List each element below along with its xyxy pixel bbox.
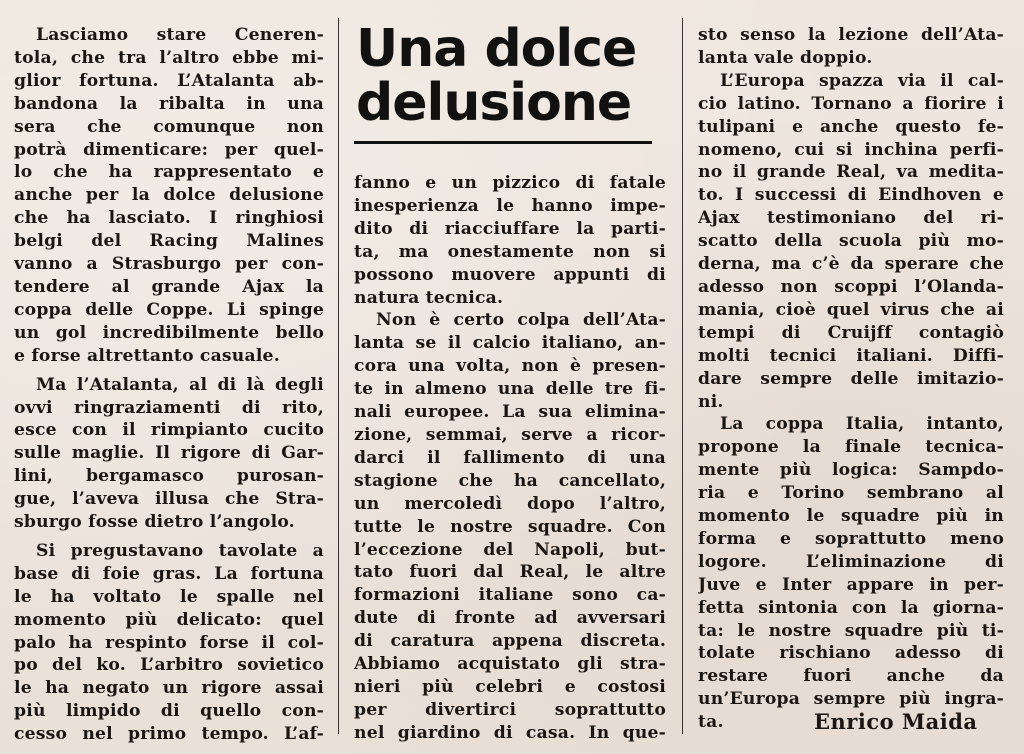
text-line: stagione che ha cancellato,: [354, 470, 666, 491]
text-line: nel giardino di casa. In que-: [354, 722, 666, 743]
text-line: tendere al grande Ajax la: [14, 276, 324, 297]
text-line: lo che ha rappresentato e: [14, 162, 324, 183]
column-divider-2: [682, 18, 683, 734]
text-line: propone la finale tecnica-: [698, 437, 1004, 458]
text-line: Non è certo colpa dell’Ata-: [376, 310, 666, 331]
text-line: Ma l’Atalanta, al di là degli: [36, 374, 324, 395]
text-line: tulipani e anche questo fe-: [698, 116, 1004, 137]
text-line: un’Europa sempre più ingra-: [698, 689, 1004, 710]
text-line: lanta se il calcio italiano, an-: [354, 333, 666, 354]
text-line: l’eccezione del Napoli, but-: [354, 539, 666, 560]
text-line: L’Europa spazza via il cal-: [720, 70, 1004, 91]
text-line: tola, che tra l’altro ebbe mi-: [14, 47, 324, 68]
text-line: ta.: [698, 712, 724, 733]
article-column-3: [698, 24, 1004, 734]
text-line: potrà dimenticare: per quel-: [14, 139, 324, 160]
text-line: di caratura appena discreta.: [354, 631, 666, 652]
text-line: cesso nel primo tempo. L’af-: [14, 724, 324, 745]
text-line: cora una volta, non è presen-: [354, 356, 666, 377]
text-line: nali europee. La sua elimina-: [354, 402, 666, 423]
text-line: cio latino. Tornano a fiorire i: [698, 93, 1004, 114]
text-line: bandona la ribalta in una: [14, 93, 324, 114]
text-line: palo ha respinto forse il col-: [14, 632, 324, 653]
text-line: logore. L’eliminazione di: [698, 551, 1004, 572]
text-line: mania, cioè quel virus che ai: [698, 299, 1004, 320]
text-line: ta, ma onestamente non si: [354, 241, 666, 262]
text-line: belgi del Racing Malines: [14, 231, 324, 252]
column-divider-1: [338, 18, 339, 734]
author-byline: Enrico Maida: [814, 709, 978, 734]
text-line: e forse altrettanto casuale.: [14, 345, 280, 366]
text-line: sera che comunque non: [14, 116, 324, 137]
headline-underline: [354, 141, 652, 144]
text-line: tempi di Cruijff contagiò: [698, 322, 1004, 343]
text-line: forma e soprattutto meno: [698, 528, 1004, 549]
text-line: sburgo fosse dietro l’angolo.: [14, 512, 295, 533]
text-line: darci il fallimento di una: [354, 447, 666, 468]
text-line: Juve e Inter appare in per-: [698, 574, 1004, 595]
text-line: possono muovere appunti di: [354, 264, 666, 285]
text-line: esce con il rimpianto cucito: [14, 420, 324, 441]
text-line: po del ko. L’arbitro sovietico: [14, 655, 324, 676]
article-column-2: [354, 172, 666, 745]
text-line: inesperienza le hanno impe-: [354, 195, 666, 216]
text-line: più limpido di quello con-: [14, 701, 324, 722]
headline-line-1: Una dolce: [356, 19, 637, 79]
text-line: dare sempre delle imitazio-: [698, 368, 1004, 389]
text-line: glior fortuna. L’Atalanta ab-: [14, 70, 324, 91]
text-line: le ha negato un rigore assai: [14, 678, 324, 699]
text-line: Si pregustavano tavolate a: [36, 540, 324, 561]
text-line: momento le squadre più in: [698, 506, 1004, 527]
text-line: derna, ma c’è da sperare che: [698, 254, 1004, 275]
text-line: sulle maglie. Il rigore di Gar-: [14, 443, 324, 464]
text-line: La coppa Italia, intanto,: [720, 414, 1004, 435]
article-headline: [356, 19, 666, 133]
text-line: gue, l’aveva illusa che Stra-: [14, 489, 324, 510]
text-line: ria e Torino sembrano al: [698, 483, 1004, 504]
text-line: Ajax testimoniano del ri-: [698, 208, 1004, 229]
text-line: che ha lasciato. I ringhiosi: [14, 208, 324, 229]
text-line: tato fuori dal Real, le altre: [354, 562, 666, 583]
text-line: vanno a Strasburgo per con-: [14, 254, 324, 275]
text-line: momento più delicato: quel: [14, 609, 324, 630]
text-line: adesso non scoppi l’Olanda-: [698, 276, 1004, 297]
text-line: tutte le nostre squadre. Con: [354, 516, 666, 537]
text-line: ta: le nostre squadre più ti-: [698, 620, 1004, 641]
text-line: te in almeno una delle tre fi-: [354, 379, 666, 400]
text-line: Lasciamo stare Ceneren-: [36, 25, 324, 45]
text-line: mente più logica: Sampdo-: [698, 460, 1004, 481]
text-line: formazioni italiane sono ca-: [354, 585, 666, 606]
text-line: natura tecnica.: [354, 287, 504, 308]
text-line: un gol incredibilmente bello: [14, 322, 324, 343]
text-line: un mercoledì dopo l’altro,: [354, 493, 666, 514]
text-line: dute di fronte ad avversari: [354, 608, 666, 629]
text-line: to. I successi di Eindhoven e: [698, 185, 1004, 206]
text-line: dito di riacciuffare la parti-: [354, 218, 666, 239]
text-line: fanno e un pizzico di fatale: [354, 173, 666, 193]
text-line: restare fuori anche da: [698, 666, 1004, 687]
text-line: lanta vale doppio.: [698, 47, 873, 68]
text-line: fetta sintonia con la giorna-: [698, 597, 1004, 618]
article-column-1: [14, 24, 324, 746]
text-line: nomeno, cui si inchina perfi-: [698, 139, 1004, 160]
text-line: molti tecnici italiani. Diffi-: [698, 345, 1004, 366]
text-line: nieri più celebri e costosi: [354, 676, 666, 697]
text-line: sto senso la lezione dell’Ata-: [698, 25, 1004, 45]
text-line: coppa delle Coppe. Li spinge: [14, 299, 324, 320]
text-line: lini, bergamasco purosan-: [14, 466, 324, 487]
headline-line-2: delusione: [356, 73, 632, 133]
text-line: tolate rischiano adesso di: [698, 643, 1004, 664]
text-line: base di foie gras. La fortuna: [14, 563, 324, 584]
text-line: ovvi ringraziamenti di rito,: [14, 397, 324, 418]
text-line: per divertirci soprattutto: [354, 699, 666, 720]
text-line: no il grande Real, va medita-: [698, 162, 1004, 183]
text-line: zione, semmai, serve a ricor-: [354, 424, 666, 445]
text-line: scatto della scuola più mo-: [698, 231, 1004, 252]
text-line: ni.: [698, 391, 724, 412]
text-line: Abbiamo acquistato gli stra-: [354, 654, 666, 675]
text-line: le ha voltato le spalle nel: [14, 586, 324, 607]
text-line: anche per la dolce delusione: [14, 185, 324, 206]
